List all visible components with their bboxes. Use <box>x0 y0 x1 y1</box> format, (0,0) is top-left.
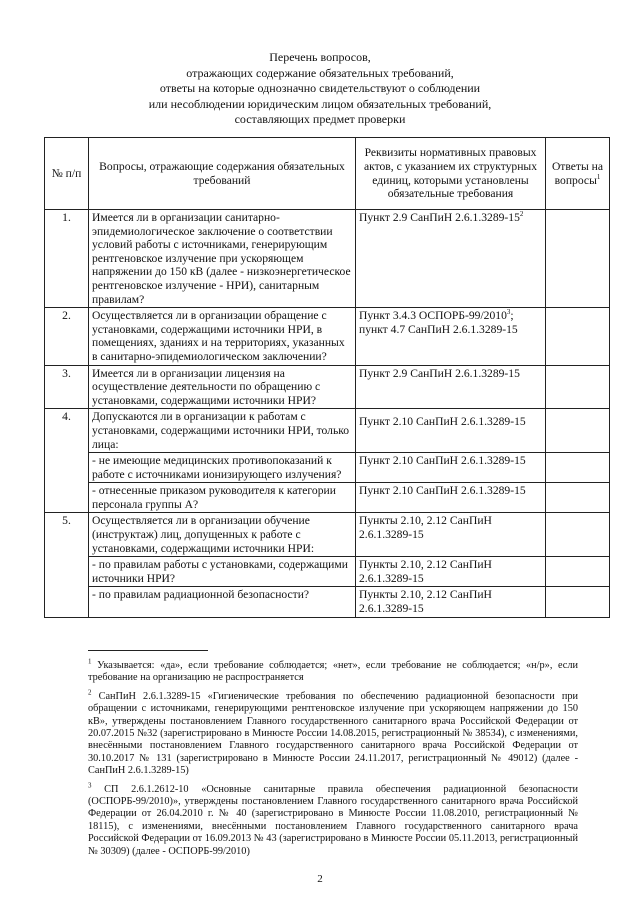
footnote-text: Указывается: «да», если требование соблюдается; «нет», если требование не соблюдается; «н/р», если требование на организацию не распространяется <box>88 660 578 684</box>
document-title <box>60 50 580 128</box>
footnote-mark: 3 <box>88 781 92 790</box>
row-num: 3. <box>45 365 89 409</box>
row-question: - по правилам радиационной безопасности? <box>89 587 356 617</box>
title-line: или несоблюдении юридическим лицом обязательных требований, <box>148 96 492 111</box>
header-requisites: Реквизиты нормативных правовых актов, с указанием их структурных единиц, которыми установлены обязательные требования <box>356 138 546 210</box>
footnote-ref: 2 <box>519 210 524 219</box>
row-ref: Пункт 2.10 СанПиН 2.6.1.3289-15 <box>356 483 546 513</box>
row-ref: Пункты 2.10, 2.12 СанПиН 2.6.1.3289-15 <box>356 513 546 557</box>
title-line: ответы на которые однозначно свидетельствуют о соблюдении <box>159 81 481 95</box>
row-question: Осуществляется ли в организации обращение с установками, содержащими источники НРИ, в помещениях, зданиях и на территориях, указанных в санитарно-эпидемиологическом заключении? <box>89 308 356 365</box>
row-answer[interactable] <box>546 409 610 453</box>
table-subrow <box>45 453 610 483</box>
footnote-ref: 1 <box>596 172 601 181</box>
row-ref <box>356 210 546 308</box>
row-answer[interactable] <box>546 453 610 483</box>
table-row <box>45 409 610 453</box>
row-answer[interactable] <box>546 557 610 587</box>
footnotes <box>88 657 578 864</box>
row-question: Осуществляется ли в организации обучение (инструктаж) лиц, допущенных к работе с установками, содержащими источники НРИ: <box>89 513 356 557</box>
row-answer[interactable] <box>546 483 610 513</box>
row-ref <box>356 308 546 365</box>
row-question: - по правилам работы с установками, содержащими источники НРИ? <box>89 557 356 587</box>
row-answer[interactable] <box>546 513 610 557</box>
row-num: 2. <box>45 308 89 365</box>
footnote-mark: 2 <box>88 688 92 697</box>
table-row <box>45 308 610 365</box>
row-num: 4. <box>45 409 89 513</box>
row-ref: Пункты 2.10, 2.12 СанПиН 2.6.1.3289-15 <box>356 557 546 587</box>
footnote-separator <box>88 650 208 651</box>
row-question: Имеется ли в организации санитарно-эпидемиологическое заключение о соответствии условий работы с источниками, генерирующим рентгеновское излучение при ускоряющем напряжении до 150 кВ (далее - низкоэнергетическое рентгеновское излучение - НРИ), санитарным правилам? <box>89 210 356 308</box>
row-question: - отнесенные приказом руководителя к категории персонала группы А? <box>89 483 356 513</box>
footnote-text: СанПиН 2.6.1.3289-15 «Гигиенические требования по обеспечению радиационной безопасности при обращении с источниками, генерирующими рентгеновское излучение при ускоряющем напряжении до 150 кВ», утверждены постановлением Главного государственного санитарного врача Российской Федерации от 20.07.2015 №32 (зарегистрировано в Минюсте России 14.08.2015, регистрационный № 38534), с изменениями, внесёнными постановлением Главного государственного санитарного врача Российской Федерации от 30.10.2017 № 131 (зарегистрировано в Минюсте России 24.11.2017, регистрационный № 49012) (далее - СанПиН 2.6.1.3289-15) <box>88 690 578 777</box>
footnote-mark: 1 <box>88 657 92 666</box>
row-ref: Пункты 2.10, 2.12 СанПиН 2.6.1.3289-15 <box>356 587 546 617</box>
footnote <box>88 657 578 685</box>
table-row <box>45 365 610 409</box>
footnote <box>88 688 578 778</box>
title-line: Перечень вопросов, <box>269 50 371 64</box>
table-subrow <box>45 587 610 617</box>
table-header-row <box>45 138 610 210</box>
row-ref: Пункт 2.9 СанПиН 2.6.1.3289-15 <box>356 365 546 409</box>
row-ref-text: Пункт 2.9 СанПиН 2.6.1.3289-15 <box>359 211 520 224</box>
table-subrow <box>45 483 610 513</box>
row-question: - не имеющие медицинских противопоказаний к работе с источниками ионизирующего излучения? <box>89 453 356 483</box>
table-subrow <box>45 557 610 587</box>
footnote <box>88 781 578 858</box>
page-number: 2 <box>317 873 323 885</box>
row-answer[interactable] <box>546 308 610 365</box>
row-ref-tail: ; пункт 4.7 СанПиН 2.6.1.3289-15 <box>359 309 518 336</box>
header-answers-label: Ответы на вопросы <box>551 159 604 187</box>
row-ref-text: Пункт 3.4.3 ОСПОРБ-99/2010 <box>359 309 507 323</box>
header-answers <box>546 138 610 210</box>
row-answer[interactable] <box>546 365 610 409</box>
row-ref: Пункт 2.10 СанПиН 2.6.1.3289-15 <box>356 409 546 453</box>
row-question: Имеется ли в организации лицензия на осуществление деятельности по обращению с установками, содержащими источники НРИ? <box>89 365 356 409</box>
table-row <box>45 513 610 557</box>
title-line: составляющих предмет проверки <box>234 112 406 126</box>
title-line: отражающих содержание обязательных требований, <box>186 65 454 80</box>
row-answer[interactable] <box>546 587 610 617</box>
footnote-ref: 3 <box>506 308 511 317</box>
requirements-table <box>44 137 610 618</box>
header-question: Вопросы, отражающие содержания обязательных требований <box>89 138 356 210</box>
row-num: 5. <box>45 513 89 617</box>
header-num: № п/п <box>45 138 89 210</box>
row-question: Допускаются ли в организации к работам с установками, содержащими источники НРИ, только лица: <box>89 409 356 453</box>
footnote-text: СП 2.6.1.2612-10 «Основные санитарные правила обеспечения радиационной безопасности (ОСПОРБ-99/2010)», утверждены постановлением Главного государственного санитарного врача Российской Федерации от 26.04.2010 г. № 40 (зарегистрировано в Минюсте России 11.08.2010, регистрационный № 18115), с изменениями, внесёнными постановлением Главного государственного санитарного врача Российской Федерации от 16.09.2013 № 43 (зарегистрировано в Минюсте России 05.11.2013, регистрационный № 30309) (далее - ОСПОРБ-99/2010) <box>88 783 578 857</box>
row-answer[interactable] <box>546 210 610 308</box>
row-num: 1. <box>45 210 89 308</box>
table-row <box>45 210 610 308</box>
row-ref: Пункт 2.10 СанПиН 2.6.1.3289-15 <box>356 453 546 483</box>
